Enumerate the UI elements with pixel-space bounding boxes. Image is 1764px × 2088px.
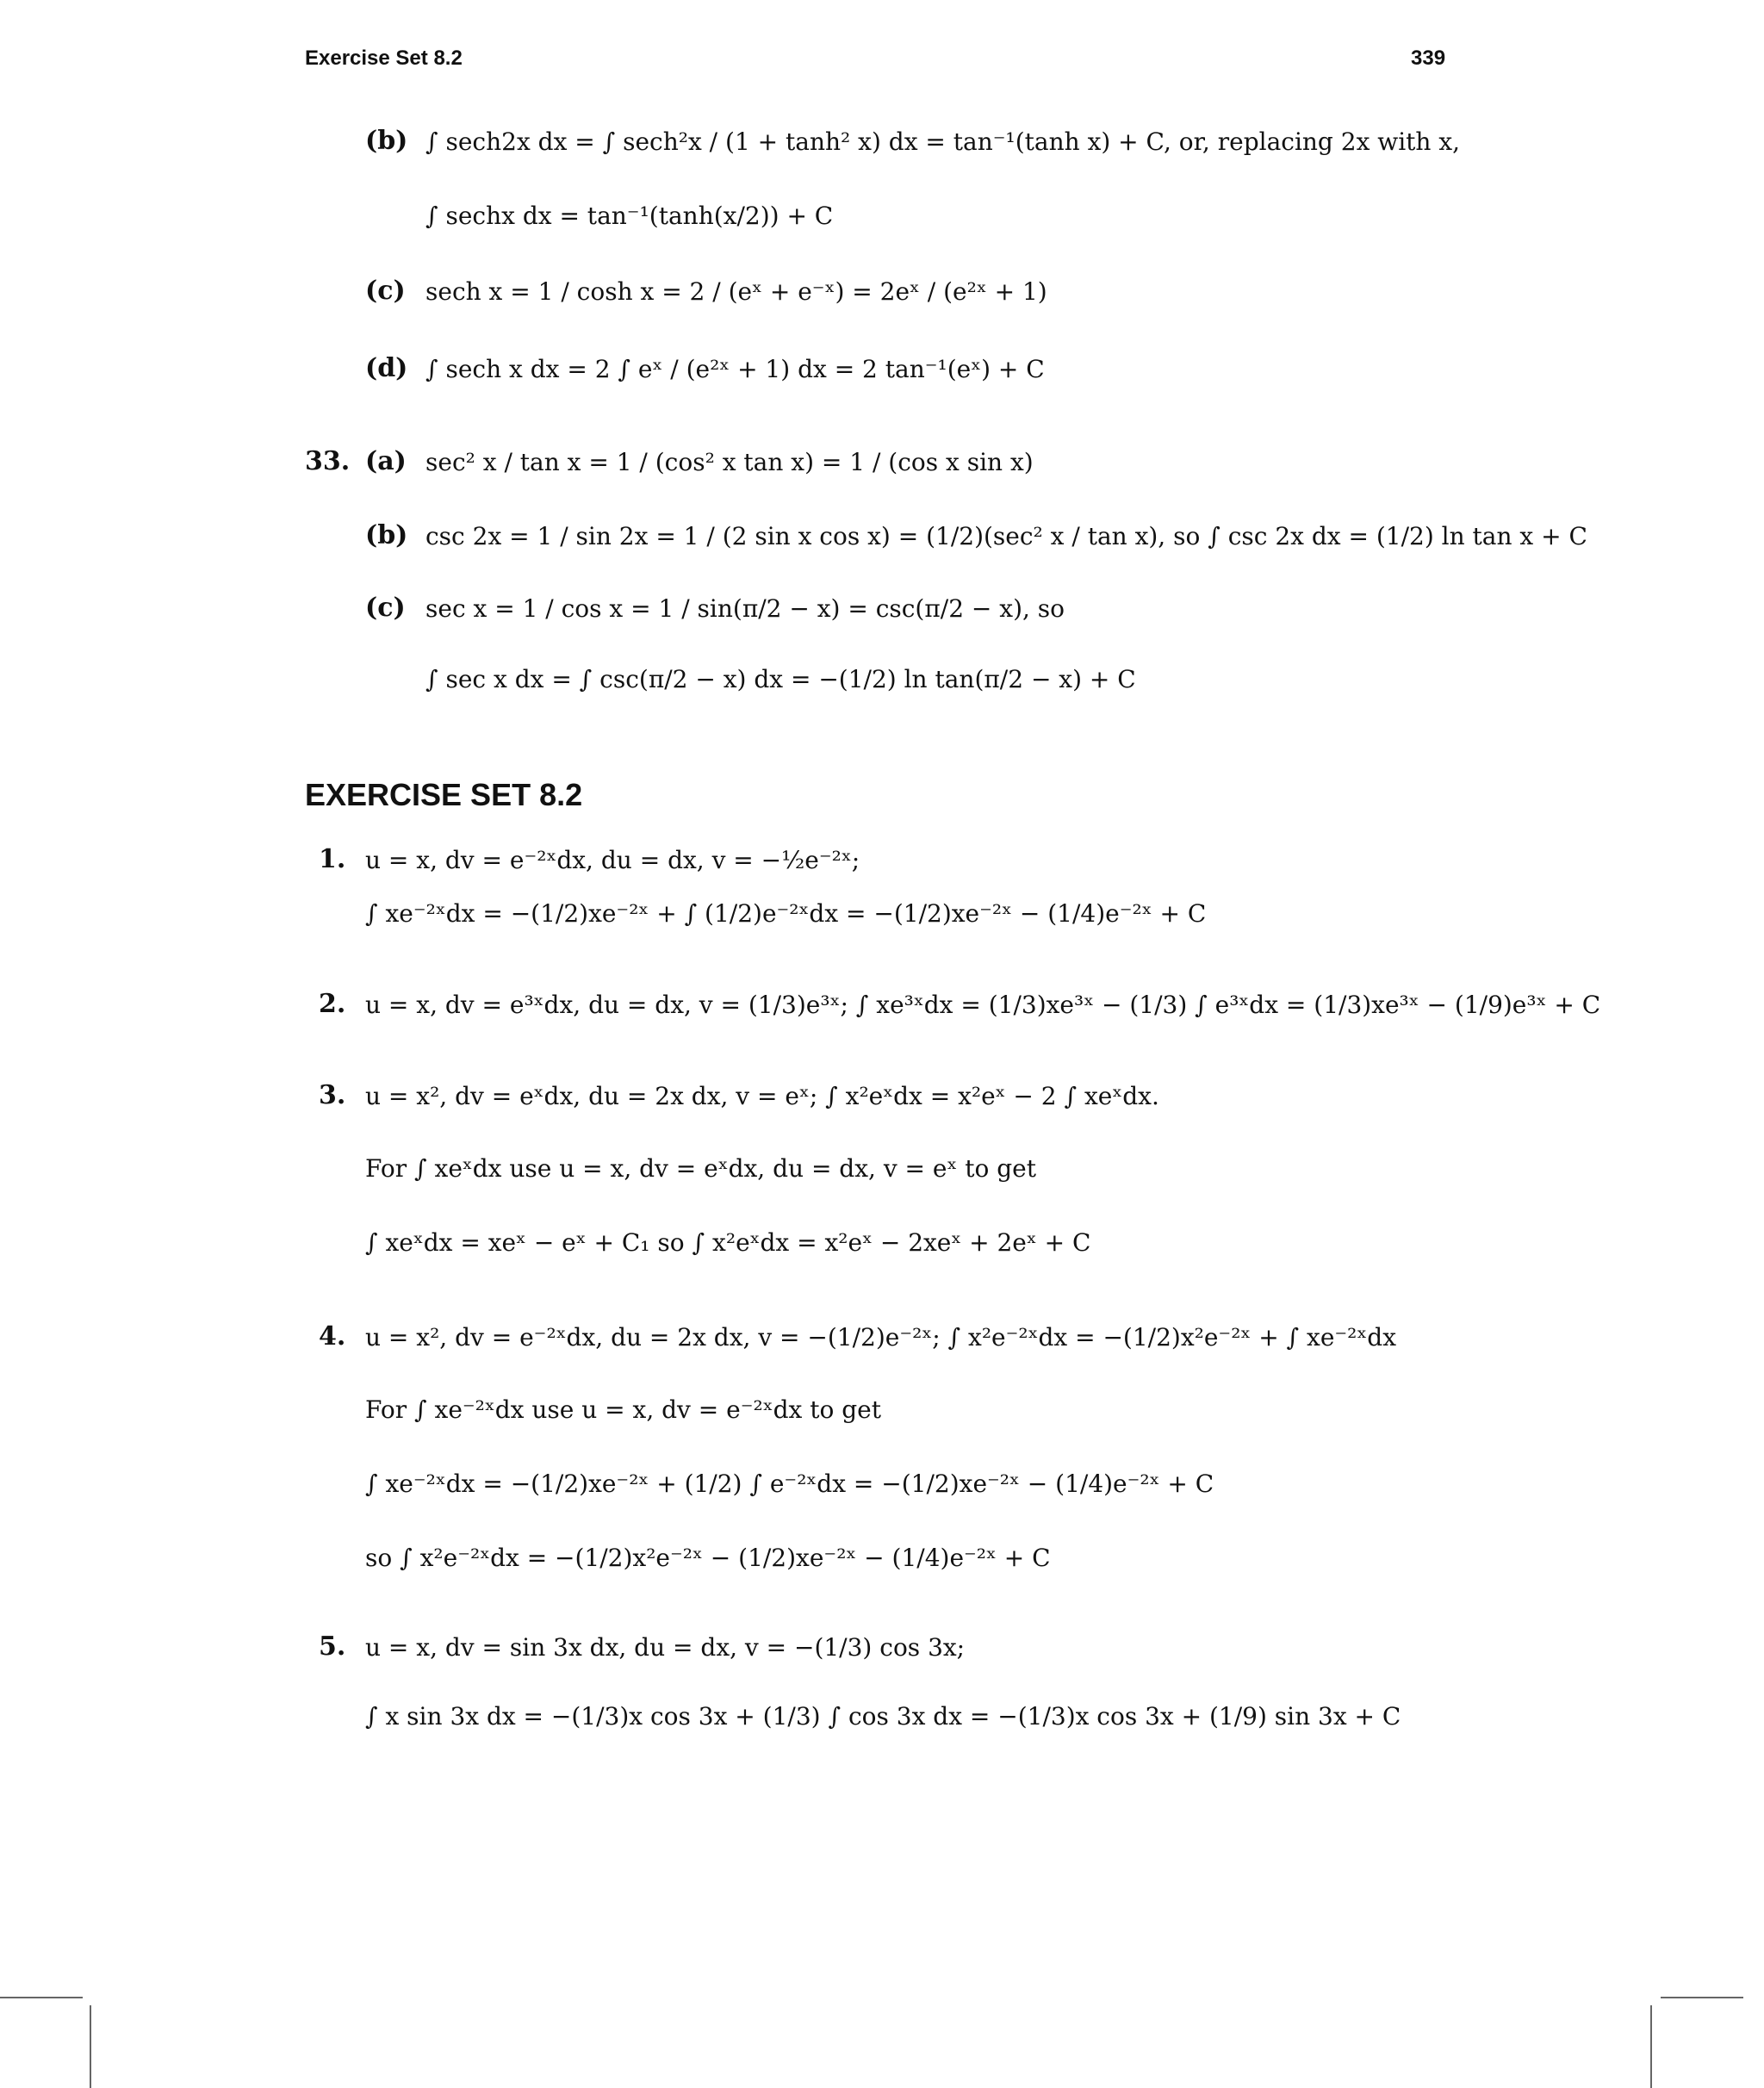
exercise-33-number: 33. <box>305 446 351 476</box>
problem-3-line-3: ∫ xeˣdx = xeˣ − eˣ + C₁ so ∫ x²eˣdx = x²eˣ − 2xeˣ + 2eˣ + C <box>365 1228 1091 1257</box>
crop-mark-right-vertical <box>1650 2005 1652 2088</box>
problem-5-number: 5. <box>319 1631 346 1662</box>
exercise-33-c-equation-1: sec x = 1 / cos x = 1 / sin(π/2 − x) = csc(π/2 − x), so <box>425 594 1065 623</box>
problem-1-line-2: ∫ xe⁻²ˣdx = −(1/2)xe⁻²ˣ + ∫ (1/2)e⁻²ˣdx = −(1/2)xe⁻²ˣ − (1/4)e⁻²ˣ + C <box>365 899 1207 928</box>
problem-4-line-2: For ∫ xe⁻²ˣdx use u = x, dv = e⁻²ˣdx to get <box>365 1395 881 1424</box>
part-b-equation-2: ∫ sechx dx = tan⁻¹(tanh(x/2)) + C <box>425 202 834 230</box>
exercise-33-b-equation: csc 2x = 1 / sin 2x = 1 / (2 sin x cos x) = (1/2)(sec² x / tan x), so ∫ csc 2x dx = (1/2) ln tan x + C <box>425 522 1587 550</box>
part-b-equation-1: ∫ sech2x dx = ∫ sech²x / (1 + tanh² x) dx = tan⁻¹(tanh x) + C, or, replacing 2x with x, <box>425 127 1461 156</box>
crop-mark-right-horizontal <box>1661 1997 1743 1998</box>
problem-4-line-1: u = x², dv = e⁻²ˣdx, du = 2x dx, v = −(1/2)e⁻²ˣ; ∫ x²e⁻²ˣdx = −(1/2)x²e⁻²ˣ + ∫ xe⁻²ˣdx <box>365 1323 1396 1352</box>
problem-1-number: 1. <box>319 844 346 874</box>
problem-2-number: 2. <box>319 989 346 1019</box>
problem-4-number: 4. <box>319 1321 346 1352</box>
problem-3-number: 3. <box>319 1080 346 1110</box>
running-header-title: Exercise Set 8.2 <box>305 47 463 70</box>
problem-3-line-2: For ∫ xeˣdx use u = x, dv = eˣdx, du = dx, v = eˣ to get <box>365 1154 1036 1183</box>
exercise-33-c-equation-2: ∫ sec x dx = ∫ csc(π/2 − x) dx = −(1/2) ln tan(π/2 − x) + C <box>425 665 1136 693</box>
problem-1-line-1: u = x, dv = e⁻²ˣdx, du = dx, v = −½e⁻²ˣ; <box>365 846 860 874</box>
problem-2-line-1: u = x, dv = e³ˣdx, du = dx, v = (1/3)e³ˣ; ∫ xe³ˣdx = (1/3)xe³ˣ − (1/3) ∫ e³ˣdx = (1/3)xe³ˣ − (1/9)e³ˣ + C <box>365 991 1601 1019</box>
crop-mark-left-vertical <box>90 2005 91 2088</box>
problem-4-line-3: ∫ xe⁻²ˣdx = −(1/2)xe⁻²ˣ + (1/2) ∫ e⁻²ˣdx = −(1/2)xe⁻²ˣ − (1/4)e⁻²ˣ + C <box>365 1470 1214 1498</box>
part-d-equation: ∫ sech x dx = 2 ∫ eˣ / (e²ˣ + 1) dx = 2 tan⁻¹(eˣ) + C <box>425 355 1045 383</box>
part-c-label: (c) <box>365 276 406 306</box>
problem-5-line-1: u = x, dv = sin 3x dx, du = dx, v = −(1/3) cos 3x; <box>365 1633 966 1662</box>
exercise-33-b-label: (b) <box>365 520 408 550</box>
problem-4-line-4: so ∫ x²e⁻²ˣdx = −(1/2)x²e⁻²ˣ − (1/2)xe⁻²ˣ − (1/4)e⁻²ˣ + C <box>365 1544 1051 1572</box>
exercise-33-a-label: (a) <box>365 446 407 476</box>
exercise-33-a-equation: sec² x / tan x = 1 / (cos² x tan x) = 1 / (cos x sin x) <box>425 448 1034 476</box>
page-number: 339 <box>1411 47 1446 70</box>
problem-5-line-2: ∫ x sin 3x dx = −(1/3)x cos 3x + (1/3) ∫ cos 3x dx = −(1/3)x cos 3x + (1/9) sin 3x + C <box>365 1702 1401 1731</box>
exercise-33-c-label: (c) <box>365 593 406 623</box>
section-title: EXERCISE SET 8.2 <box>305 777 583 812</box>
part-c-equation: sech x = 1 / cosh x = 2 / (eˣ + e⁻ˣ) = 2eˣ / (e²ˣ + 1) <box>425 277 1047 306</box>
part-d-label: (d) <box>365 353 408 383</box>
problem-3-line-1: u = x², dv = eˣdx, du = 2x dx, v = eˣ; ∫ x²eˣdx = x²eˣ − 2 ∫ xeˣdx. <box>365 1082 1159 1110</box>
crop-mark-left-horizontal <box>0 1997 83 1998</box>
part-b-label: (b) <box>365 126 408 156</box>
